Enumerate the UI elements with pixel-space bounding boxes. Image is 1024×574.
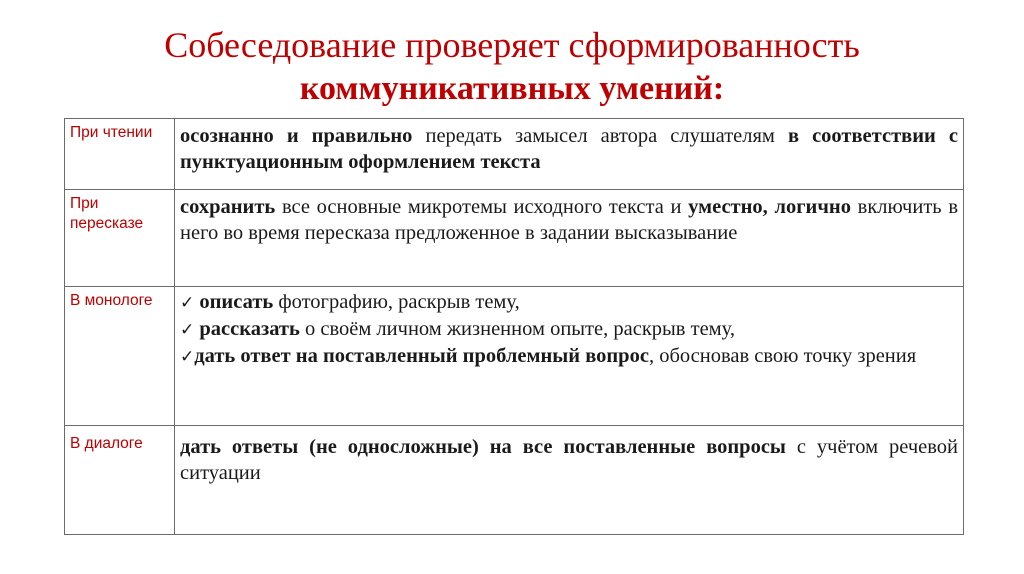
bold-text: уместно, логично bbox=[688, 196, 851, 218]
bold-text: осознанно и правильно bbox=[180, 125, 413, 147]
title-line-1: Собеседование проверяет сформированность bbox=[164, 25, 860, 65]
plain-text: фотографию, раскрыв тему, bbox=[273, 291, 520, 313]
row-content-retelling bbox=[175, 190, 964, 287]
check-icon: ✓ bbox=[180, 347, 195, 367]
table-row bbox=[65, 287, 964, 426]
slide-title bbox=[0, 22, 1024, 112]
bold-text: рассказать bbox=[199, 318, 300, 340]
row-label-reading: При чтении bbox=[65, 119, 175, 190]
title-line-2: коммуникативных умений: bbox=[299, 70, 725, 107]
check-icon: ✓ bbox=[180, 293, 195, 313]
row-content-monologue bbox=[175, 287, 964, 426]
bold-text: описать bbox=[199, 291, 274, 313]
row-label-retelling: При пересказе bbox=[65, 190, 175, 287]
table-row bbox=[65, 119, 964, 190]
row-content-dialogue bbox=[175, 426, 964, 535]
bold-text: сохранить bbox=[180, 196, 276, 218]
plain-text: все основные микротемы исходного текста и bbox=[275, 196, 689, 218]
table-row bbox=[65, 190, 964, 287]
row-content-reading bbox=[175, 119, 964, 190]
plain-text: с учётом речевой ситуации bbox=[180, 436, 958, 484]
plain-text: передать замысел автора слушателям bbox=[412, 125, 788, 147]
list-item bbox=[180, 289, 958, 316]
row-label-dialogue: В диалоге bbox=[65, 426, 175, 535]
list-item bbox=[180, 343, 958, 370]
plain-text: включить в него во время пересказа предложенное в задании высказывание bbox=[180, 196, 958, 244]
skills-table bbox=[64, 118, 964, 535]
plain-text: о своём личном жизненном опыте, раскрыв тему, bbox=[299, 318, 735, 340]
check-icon: ✓ bbox=[180, 320, 195, 340]
table-row bbox=[65, 426, 964, 535]
bold-text: дать ответ на поставленный проблемный вопрос bbox=[194, 345, 649, 367]
bold-text: дать ответы (не односложные) на все поставленные вопросы bbox=[180, 436, 786, 458]
list-item bbox=[180, 316, 958, 343]
bold-text: в соответствии с пунктуационным оформлением текста bbox=[180, 125, 958, 173]
row-label-monologue: В монологе bbox=[65, 287, 175, 426]
plain-text: , обосновав свою точку зрения bbox=[648, 345, 917, 367]
